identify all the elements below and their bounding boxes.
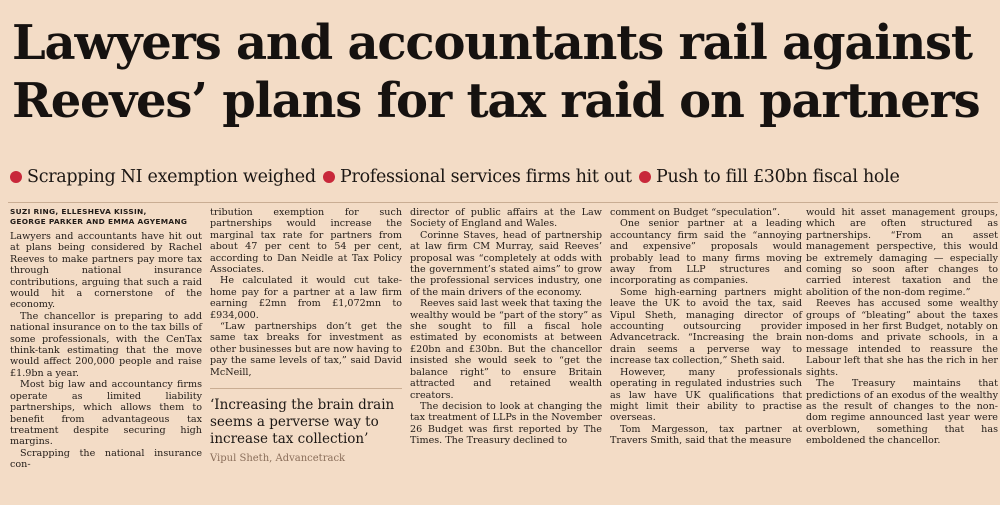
paragraph: Some high-earning partners might leave the UK to avoid the tax, said Vipul Sheth, managing director of accounting outsourcing provider Advancetrack. “Increasing the brain drain seems a perverse way to increase tax collection,” Sheth said. <box>610 286 802 367</box>
byline-line-2: GEORGE PARKER AND EMMA AGYEMANG <box>10 217 188 226</box>
headline-line-2: Reeves’ plans for tax raid on partners <box>12 73 980 129</box>
paragraph: Reeves has accused some wealthy groups of “bleating” about the taxes imposed in her first Budget, notably on non-doms and private schools, in a message intended to reassure the Labour left that she has the rich in her sights. <box>806 298 998 378</box>
article-column-5 <box>806 207 998 447</box>
paragraph: director of public affairs at the Law Society of England and Wales. <box>410 207 602 230</box>
byline-line-1: SUZI RING, ELLESHEVA KISSIN, <box>10 207 147 216</box>
standfirst-item-1: Scrapping NI exemption weighed <box>27 167 316 187</box>
divider-rule <box>8 202 998 203</box>
red-bullet-icon <box>639 171 651 183</box>
paragraph: Tom Margesson, tax partner at Travers Smith, said that the measure <box>610 423 802 447</box>
pull-quote-text: ‘Increasing the brain drain seems a perverse way to increase tax collection’ <box>210 397 395 448</box>
paragraph: The chancellor is preparing to add national insurance on to the tax bills of some professionals, with the CenTax think-tank estimating that the move would affect 200,000 people and raise £1.9bn a year. <box>10 310 202 379</box>
article-column-1 <box>10 207 202 471</box>
paragraph: He calculated it would cut take-home pay for a partner at a law firm earning £2mn from £1,072mn to £934,000. <box>210 275 402 321</box>
paragraph: One senior partner at a leading accountancy firm said the “annoying and expensive” proposals would probably lead to many firms moving away from LLP structures and incorporating as companies. <box>610 218 802 287</box>
headline-line-1: Lawyers and accountants rail against <box>12 15 972 71</box>
standfirst <box>8 164 998 190</box>
paragraph: comment on Budget “speculation”. <box>610 207 781 218</box>
standfirst-item-2: Professional services firms hit out <box>340 167 632 187</box>
pull-quote-attribution: Vipul Sheth, Advancetrack <box>210 453 346 465</box>
article-column-2 <box>210 207 402 466</box>
paragraph: However, many professionals operating in regulated industries such as law have UK qualifications that might limit their ability to practise overseas. <box>610 366 802 424</box>
paragraph: Most big law and accountancy firms operate as limited liability partnerships, which allows them to benefit from advantageous tax treatment despite securing high margins. <box>10 379 202 448</box>
paragraph: The decision to look at changing the tax treatment of LLPs in the November 26 Budget was first reported by The Times. The Treasury declined to <box>410 400 602 447</box>
paragraph: Lawyers and accountants have hit out at plans being considered by Rachel Reeves to make partners pay more tax through national insurance contributions, arguing that such a raid would hit a cornerstone of the economy. <box>10 231 202 311</box>
paragraph: Scrapping the national insurance con- <box>10 447 202 471</box>
paragraph: tribution exemption for such partnerships would increase the marginal tax rate for partners from about 47 per cent to 54 per cent, according to Dan Neidle at Tax Policy Associates. <box>210 207 402 276</box>
article-column-4 <box>610 207 802 447</box>
paragraph: “Law partnerships don’t get the same tax breaks for investment as other businesses but are now having to pay the same levels of tax,” said David McNeill, <box>210 321 402 378</box>
byline <box>10 207 202 227</box>
paragraph: Corinne Staves, head of partnership at law firm CM Murray, said Reeves’ proposal was “completely at odds with the government’s stated aims” to grow the professional services industry, one of the main drivers of the economy. <box>410 229 602 298</box>
red-bullet-icon <box>10 171 22 183</box>
red-bullet-icon <box>323 171 335 183</box>
pull-quote <box>210 388 402 466</box>
standfirst-item-3: Push to fill £30bn fiscal hole <box>656 167 900 187</box>
paragraph: would hit asset management groups, which are often structured as partnerships. “From an asset management perspective, this would be extremely damaging — especially coming so soon after changes to carried interest taxation and the abolition of the non-dom regime.” <box>806 207 998 298</box>
article-column-3 <box>410 207 602 447</box>
paragraph: The Treasury maintains that predictions of an exodus of the wealthy as the result of changes to the non-dom regime announced last year were overblown, something that has emboldened the chancellor. <box>806 378 998 447</box>
paragraph: Reeves said last week that taxing the wealthy would be “part of the story” as she sought to fill a fiscal hole estimated by economists at between £20bn and £30bn. But the chancellor insisted she would seek to “get the balance right” to ensure Britain attracted and retained wealth creators. <box>410 298 602 401</box>
headline <box>12 14 992 130</box>
